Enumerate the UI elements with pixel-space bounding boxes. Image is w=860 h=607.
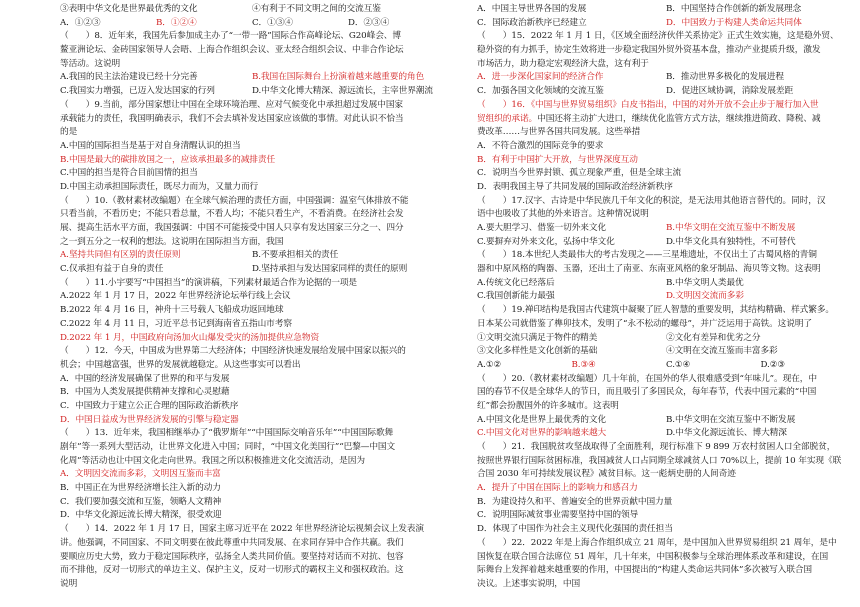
text-line: 国的春节不仅是全球华人的节日，而且吸引了多国民众，每年春节，代表中国元素的“中国 [477,387,817,398]
option-row [477,359,855,373]
answer-line: D.2022 年 1 月，中国政府向汤加火山爆发受灾的汤加提供应急物资 [60,332,320,343]
option: D.②③ [760,359,786,370]
option-row [477,236,855,250]
answer-line: D．中国日益成为世界经济发展的引擎与稳定器 [60,414,239,425]
option: A.我国的民主法治建设已经十分完善 [60,72,198,83]
option-row [60,17,444,31]
text-line: D．中华文化源远流长博大精深，很受欢迎 [60,510,222,521]
text-line: A．不符合激烈的国际竞争的要求 [477,140,604,151]
answer-line: B.中国是最大的碳排放国之一，应该承担最多的减排责任 [60,154,276,165]
option: ②文化有差异和优劣之分 [666,332,761,343]
text-line: B.2022 年 4 月 16 日，神舟十三号载人飞船成功返回地球 [60,305,284,316]
text-line: （ ）22．2022 年是上海合作组织成立 21 周年，是中国加入世界贸易组织 21 周年，是中 [477,537,837,548]
left-column [60,3,444,592]
answer-line: B．有利于中国扩大开放，与世界深度互动 [477,154,638,165]
option: C.①④ [666,359,691,370]
option: B.不要承担相关的责任 [252,250,339,261]
option-row [477,332,855,346]
text-line: C.2022 年 4 月 11 日，习近平总书记到海南省五指山市考察 [60,318,292,329]
answer-option: D．中国致力于构建人类命运共同体 [666,17,802,28]
option: ①文明交流只满足于物件的精美 [477,332,598,343]
option: ④文明在交流互鉴而丰富多彩 [666,346,778,357]
option: B.中华文明在交流互鉴中不断发展 [666,414,796,425]
text-line: 鳌亚洲论坛、金砖国家领导人会晤、上海合作组织会议、亚太经合组织会议、中非合作论坛 [60,45,404,56]
text-line: C．说明国际减贫事业需要坚持中国的领导 [477,510,639,521]
text-line: 而不排他，反对一切形式的单边主义、保护主义，反对一切形式的霸权主义和强权政治。这 [60,565,404,576]
option: D.坚持承担与发达国家同样的责任的原则 [252,264,408,275]
text-line: 之一到五分之一权利的想法。这说明在国际担当方面，我国 [60,236,284,247]
text-line: A．中国的经济发展确保了世界的和平与发展 [60,373,230,384]
option: A．①②③ [60,17,101,28]
option: D．促进区域协调，消除发展差距 [666,86,794,97]
option: C.仅承担有益于自身的责任 [60,264,164,275]
option-row [477,222,855,236]
text-line: （ ）19.禅印结构是我国古代建筑中凝聚了匠人智慧的重要发明，其结构精确、样式繁多。 [477,305,835,316]
text-line: （ ）10.（教材素材改编题）在全球气候治理的责任方面，中国强调：温室气体排放不能 [60,195,409,206]
option-row [477,414,855,428]
option: C.要摒弃对外来文化，弘扬中华文化 [477,236,615,247]
text-line: 等活动。这说明 [60,58,121,69]
option: B.中华文明人类最优 [666,277,744,288]
option-row [60,85,444,99]
option: C．①③④ [252,17,293,28]
text-line: D.中国主动承担国际责任，既尽力而为，又量力而行 [60,181,259,192]
text-line: C．我们要加强交流和互鉴，领略人文精神 [60,496,222,507]
answer-option: B.我国在国际舞台上扮演着越来越重要的角色 [252,72,425,83]
option: D.中华文化博大精深、源远流长，主宰世界潮流 [252,86,433,97]
right-column [477,3,855,592]
text-line: （ ）8．近年来，我国先后参加成主办了“一带一路”国际合作高峰论坛、G20峰会、博 [60,31,401,42]
answer-line: （ ）16．《中国与世界贸易组织》白皮书指出，中国的对外开放不会止步于履行加入世 [477,99,819,110]
option-row [60,3,444,17]
option-row [477,17,855,31]
text-line: D．体现了中国作为社会主义现代化强国的责任担当 [477,524,673,535]
option-row [477,290,855,304]
text-line: 红”都会扮靓国外的许多城市。这表明 [477,400,619,411]
text-line: C.中国的担当是符合目前国情的担当 [60,168,198,179]
text-line: 讲。他强调，不同国家、不同文明要在彼此尊重中共同发展、在求同存异中合作共赢。我们 [60,537,404,548]
text-line: 费改革……与世界各国共同发展。这些举措 [477,127,641,138]
text-line: （ ）12．今天，中国成为世界第二大经济体；中国经济快速发展给发展中国家以振兴的 [60,346,406,357]
text-line: 化周”等活动也让中国文化走向世界。我国之所以积极推进文化交流活动，是因为 [60,455,365,466]
text-line: 承载能力的责任，我国明确表示，我们不会去填补发达国家应该做的事情。对此认识不恰当 [60,113,404,124]
text-line: 要顺应历史大势，致力于稳定国际秩序，弘扬全人类共同价值。要坚持对话而不对抗、包容 [60,551,404,562]
text-line: （ ）20.（教材素材改编题）几十年前，在国外的华人很难感受到“年味儿”。现在，中 [477,373,817,384]
text-line: （ ）11.小宇要写“中国担当”的演讲稿，下列素材最适合作为论据的一项是 [60,277,357,288]
option-row [477,277,855,291]
option-row [60,249,444,263]
text-line: 稳外资的有力抓手，协定生效将进一步稳定我国外贸外资基本盘，推动产业提质升级，激发 [477,45,821,56]
text-line: （ ）18.本世纪人类最伟大的考古发现之——三星堆遗址，不仅出土了古蜀风格的青铜 [477,250,817,261]
text-line: A.中国的国际担当是基于对自身清醒认识的担当 [60,140,241,151]
text-line: A.2022 年 1 月 17 日，2022 年世界经济论坛举行线上会议 [60,291,291,302]
option: D.中华文化源远流长、博大精深 [666,428,787,439]
option: D.中华文化具有独特性，不可替代 [666,236,796,247]
option: A.①② [477,359,502,370]
option-row [477,85,855,99]
option: ④有利于不同文明之间的交流互鉴 [252,4,381,14]
option-row [60,71,444,85]
answer-option: B.③④ [571,359,596,370]
answer-option: C.中国文化对世界的影响越来越大 [477,428,607,439]
option: A．中国主导世界各国的发展 [477,4,587,14]
answer-option: A．进一步深化国家间的经济合作 [477,72,604,83]
option: ③文化多样性是文化创新的基础 [477,346,598,357]
answer-option: B.中华文明在交流互鉴中不断发展 [666,223,796,233]
text-line: 日本某公司就借鉴了榫卯技术，发明了“永不松动的螺母”，并广泛运用于高铁。这说明了 [477,318,813,329]
option-row [477,3,855,17]
text-line: （ ）9.当前，部分国家想让中国在全球环境治理、应对气候变化中承担超过发展中国家 [60,99,404,110]
text-line: （ ）17.汉字、古诗是中华民族几千年文化的积淀，是无法用其他语言替代的。同时，汉 [477,195,826,206]
text-line: B．中国为人类发展提供精神支撑和心灵慰藉 [60,387,230,398]
option-row [477,71,855,85]
answer-line: A．文明因交流而多彩，文明因互鉴而丰富 [60,469,221,480]
text-line: （ ）21．我国脱贫攻坚战取得了全面胜利，现行标准下 9 899 万农村贫困人口全部脱贫， [477,442,836,452]
option: A.传统文化已经落后 [477,277,555,288]
text-line: 展、提高生活水平方面，我国强调：中国不可能接受中国人只享有发达国家三分之一、四分 [60,223,404,233]
text-line: C．说明当今世界封锁、孤立现象严重，但是全球主流 [477,168,682,179]
option-row [477,427,855,441]
text-line: D．表明我国主导了共同发展的国际政治经济新秩序 [477,181,673,192]
text-line: （ ）13．近年来，我国相继举办了“俄罗斯年”“中国国际交响音乐年”“中国国际歌舞 [60,428,394,439]
option-row [477,345,855,359]
answer-option: A.坚持共同但有区别的责任原则 [60,250,181,261]
text-line: 市场活力，助力稳定宏观经济大盘，这有利于 [477,58,649,69]
text-line: 只看当前，不看历史；不能只看总量，不看人均；不能只看生产，不看消费。在经济社会发 [60,209,404,220]
text-line: 说明 [60,578,78,589]
text-line: 语中也吸收了其他的外来语言。这种情况说明 [477,209,649,220]
text-line: 决议。上述事实说明，中国 [477,578,581,589]
text-line: B．中国正在为世界经济增长注入新的动力 [60,483,221,494]
text-line: （ ）14．2022 年 1 月 17 日，国家主席习近平在 2022 年世界经济论坛视频会议上发表演 [60,524,424,535]
text-line: B．为建设持久和平、普遍安全的世界贡献中国力量 [477,496,673,507]
option: C.我国创新能力最强 [477,291,555,302]
text-line: 的是 [60,127,78,138]
option: B．中国坚持合作创新的新发展理念 [666,4,802,14]
text-line: 贸组织的承诺。中国还将主动扩大进口，继续优化监管方式方法，继续推进简政、降税、减 [477,113,821,124]
text-line: 机会；中国越富强，世界的发展就越稳定。从这些事实可以看出 [60,359,301,370]
text-line: C．中国致力于建立公正合理的国际政治新秩序 [60,400,239,411]
option-row [60,263,444,277]
option: A.要大胆学习、借鉴一切外来文化 [477,223,607,233]
answer-option: D.文明因交流而多彩 [666,291,744,302]
answer-option: B．①②④ [156,17,197,28]
option: B．推动世界多极化的发展进程 [666,72,784,83]
option: C.我国实力增强，已迈入发达国家的行列 [60,86,215,97]
option: C．加强各国文化领域的交流互鉴 [477,86,604,97]
option: D．②③④ [348,17,390,28]
text-line: 际舞台上发挥着越来越重要的作用，中国提出的“构建人类命运共同体”多次被写入联合国 [477,565,813,576]
text-line: 合国 2030 年可持续发展议程》减贫目标。这一彪炳史册的人间奇迹 [477,469,736,480]
text-line: 按照世界银行国际贫困标准，我国减贫人口占同期全球减贫人口 70%以上，提前 10 年实现《联 [477,455,842,466]
text-line: 剧年”等一系列大型活动，让世界文化进入中国；同时，“中国文化美国行”“巴黎—中国文 [60,442,396,452]
option: A.中国文化是世界上最优秀的文化 [477,414,607,425]
option: C．国际政治新秩序已经建立 [477,17,587,28]
text-line: 国恢复在联合国合法席位 51 周年，几十年来，中国积极参与全球治理体系改革和建设，在国 [477,551,829,562]
option: ③表明中华文化是世界最优秀的文化 [60,4,198,14]
text-line: （ ）15．2022 年 1 月 1 日，《区域全面经济伙伴关系协定》正式生效实施，这是稳外贸、 [477,31,839,42]
answer-line: A．提升了中国在国际上的影响力和感召力 [477,483,638,494]
text-line: 器和中原风格的陶器、玉器，还出土了南亚、东南亚风格的象牙制品、海贝等文物。这表明 [477,264,821,275]
